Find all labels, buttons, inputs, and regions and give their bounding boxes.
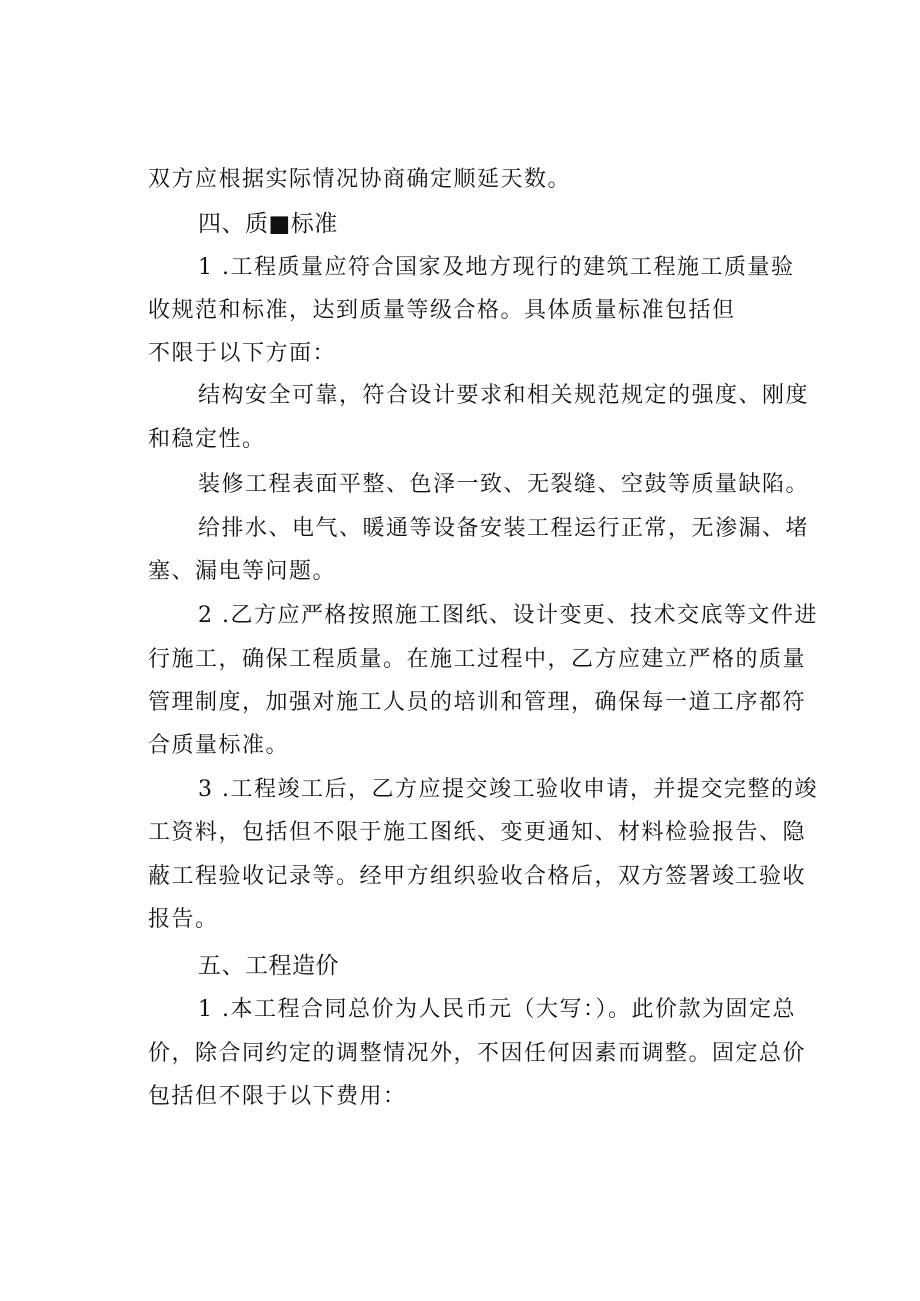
paragraph-line: 给排水、电气、暖通等设备安装工程运行正常，无渗漏、堵 [198,516,810,541]
paragraph-line: 不限于以下方面： [148,341,337,366]
paragraph-line: 收规范和标准，达到质量等级合格。具体质量标准包括但 [148,298,736,323]
paragraph-line: 1 .本工程合同总价为人民币元（大写：）。此价款为固定总 [198,997,796,1022]
paragraph-line: 结构安全可靠，符合设计要求和相关规范规定的强度、刚度 [198,383,810,408]
paragraph-line: 行施工，确保工程质量。在施工过程中，乙方应建立严格的质量 [148,647,807,672]
section-heading-project-cost: 五、工程造价 [198,953,339,979]
paragraph-line: 蔽工程验收记录等。经甲方组织验收合格后，双方签署竣工验收 [148,864,807,889]
paragraph-line: 报告。 [148,907,219,932]
section-heading-quality-standard: 四、质■标准 [198,211,338,237]
paragraph-line: 2 .乙方应严格按照施工图纸、设计变更、技术交底等文件进 [198,603,818,628]
paragraph-line: 和稳定性。 [148,427,266,452]
paragraph-line: 价，除合同约定的调整情况外，不因任何因素而调整。固定总价 [148,1041,807,1066]
paragraph-line: 合质量标准。 [148,733,290,758]
paragraph-line: 管理制度，加强对施工人员的培训和管理，确保每一道工序都符 [148,690,807,715]
paragraph-line: 塞、漏电等问题。 [148,559,337,584]
paragraph-line: 双方应根据实际情况协商确定顺延天数。 [148,167,572,192]
paragraph-line: 1 .工程质量应符合国家及地方现行的建筑工程施工质量验 [198,255,795,280]
paragraph-line: 装修工程表面平整、色泽一致、无裂缝、空鼓等质量缺陷。 [198,472,810,497]
paragraph-line: 3 .工程竣工后，乙方应提交竣工验收申请，并提交完整的竣 [198,777,818,802]
paragraph-line: 包括但不限于以下费用： [148,1084,407,1109]
paragraph-line: 工资料，包括但不限于施工图纸、变更通知、材料检验报告、隐 [148,820,807,845]
